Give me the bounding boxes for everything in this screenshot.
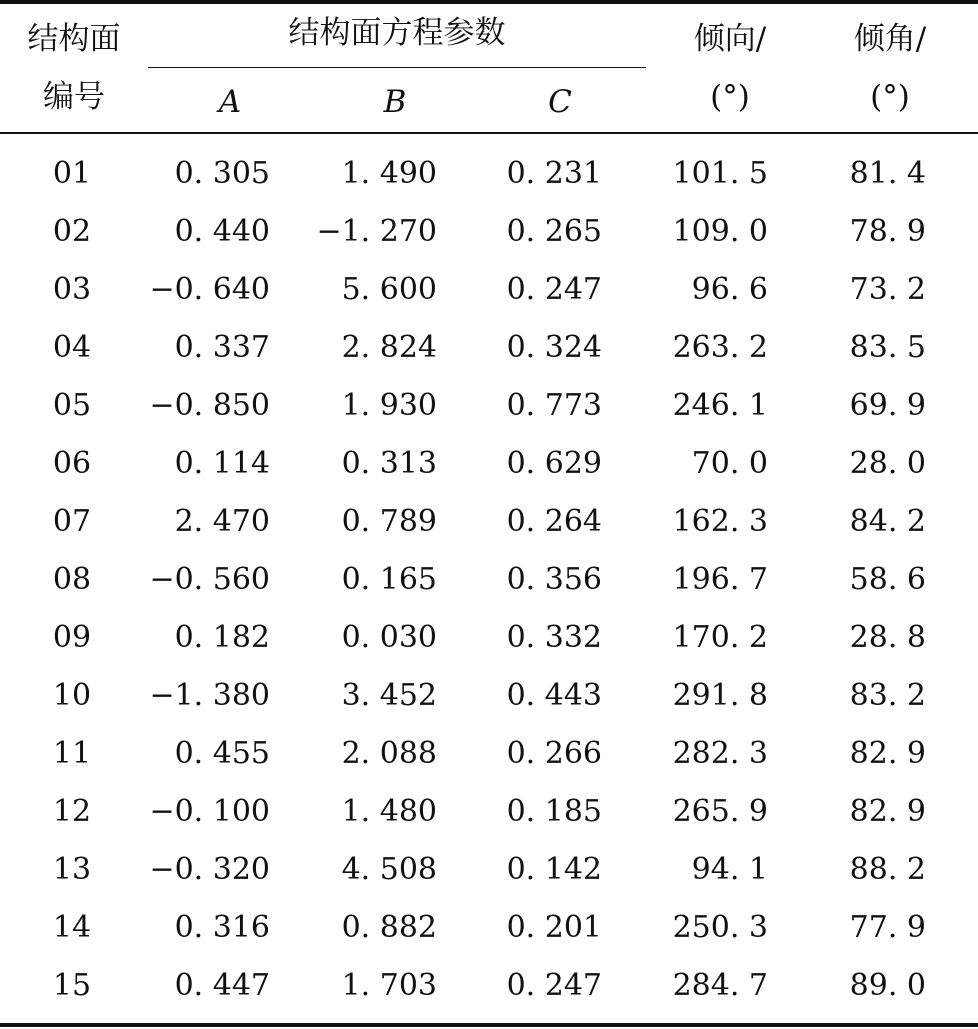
cell-dip-direction: 284. 7 (672, 968, 768, 1003)
cell-dip-direction: 263. 2 (672, 330, 768, 365)
cell-dip-angle: 88. 2 (849, 852, 926, 887)
header-params-label: 结构面方程参数 (288, 15, 506, 51)
cell-param-c: 0. 264 (506, 504, 602, 539)
cell-dip-direction: 282. 3 (672, 736, 768, 771)
cell-param-b: 4. 508 (341, 852, 437, 887)
table-row (0, 551, 978, 609)
table-row (0, 145, 978, 203)
header-id-line2: 编号 (43, 79, 105, 115)
cell-param-b: 0. 882 (341, 910, 437, 945)
cell-param-c: 0. 356 (506, 562, 602, 597)
cell-param-b: 0. 789 (341, 504, 437, 539)
header-b: B (383, 84, 407, 120)
cell-structure-id: 05 (52, 388, 92, 423)
cell-param-b: 3. 452 (341, 678, 437, 713)
table-row (0, 725, 978, 783)
cell-param-c: 0. 265 (506, 214, 602, 249)
cell-param-c: 0. 201 (506, 910, 602, 945)
cell-param-b: 2. 824 (341, 330, 437, 365)
cell-param-a: 2. 470 (174, 504, 270, 539)
cell-dip-angle: 73. 2 (849, 272, 926, 307)
table-row (0, 435, 978, 493)
cell-param-b: 1. 703 (341, 968, 437, 1003)
cell-dip-direction: 94. 1 (691, 852, 768, 887)
table-row (0, 957, 978, 1015)
cell-dip-direction: 250. 3 (672, 910, 768, 945)
cell-dip-angle: 77. 9 (849, 910, 926, 945)
cell-param-b: 5. 600 (341, 272, 437, 307)
cell-dip-angle: 69. 9 (849, 388, 926, 423)
cell-dip-angle: 83. 5 (849, 330, 926, 365)
cell-dip-angle: 83. 2 (849, 678, 926, 713)
table-row (0, 899, 978, 957)
cell-param-a: 0. 114 (174, 446, 270, 481)
table-top-rule (0, 0, 978, 4)
cell-dip-angle: 89. 0 (849, 968, 926, 1003)
cell-structure-id: 14 (52, 910, 92, 945)
cell-param-b: 2. 088 (341, 736, 437, 771)
cell-dip-angle: 84. 2 (849, 504, 926, 539)
cell-dip-direction: 196. 7 (672, 562, 768, 597)
cell-param-c: 0. 266 (506, 736, 602, 771)
cell-structure-id: 15 (52, 968, 92, 1003)
cell-param-a: 0. 337 (174, 330, 270, 365)
cell-dip-direction: 70. 0 (691, 446, 768, 481)
cell-dip-direction: 101. 5 (672, 156, 768, 191)
cell-dip-direction: 246. 1 (672, 388, 768, 423)
cell-param-b: 1. 490 (341, 156, 437, 191)
cell-structure-id: 01 (52, 156, 92, 191)
cell-param-a: 0. 455 (174, 736, 270, 771)
cell-dip-angle: 58. 6 (849, 562, 926, 597)
cell-param-a: −0. 640 (149, 272, 270, 307)
header-dip-angle-line1: 倾角/ (853, 21, 927, 57)
header-c: C (548, 84, 572, 120)
table-row (0, 841, 978, 899)
cell-param-c: 0. 629 (506, 446, 602, 481)
cell-param-c: 0. 185 (506, 794, 602, 829)
header-dip-direction-line2: (°) (710, 79, 750, 115)
cell-param-a: 0. 447 (174, 968, 270, 1003)
cell-dip-direction: 291. 8 (672, 678, 768, 713)
cell-param-a: −1. 380 (149, 678, 270, 713)
header-dip-angle-line2: (°) (870, 79, 910, 115)
cell-param-a: 0. 305 (174, 156, 270, 191)
header-dip-direction-line1: 倾向/ (693, 21, 767, 57)
cell-structure-id: 02 (52, 214, 92, 249)
cell-structure-id: 11 (52, 736, 92, 771)
cell-structure-id: 08 (52, 562, 92, 597)
cell-structure-id: 03 (52, 272, 92, 307)
cell-dip-direction: 265. 9 (672, 794, 768, 829)
cell-param-c: 0. 443 (506, 678, 602, 713)
cell-param-a: −0. 320 (149, 852, 270, 887)
cell-structure-id: 13 (52, 852, 92, 887)
cell-dip-angle: 81. 4 (849, 156, 926, 191)
cell-dip-direction: 170. 2 (672, 620, 768, 655)
table-row (0, 319, 978, 377)
cell-param-a: 0. 440 (174, 214, 270, 249)
cell-param-b: 0. 313 (341, 446, 437, 481)
cell-param-c: 0. 773 (506, 388, 602, 423)
header-params-underline (148, 67, 646, 68)
cell-param-a: −0. 850 (149, 388, 270, 423)
cell-dip-angle: 28. 0 (849, 446, 926, 481)
cell-param-a: −0. 100 (149, 794, 270, 829)
header-id-line1: 结构面 (27, 21, 121, 57)
cell-param-c: 0. 324 (506, 330, 602, 365)
table-row (0, 667, 978, 725)
table-bottom-rule (0, 1023, 978, 1027)
table-row (0, 609, 978, 667)
cell-param-b: −1. 270 (316, 214, 437, 249)
cell-dip-angle: 82. 9 (849, 736, 926, 771)
cell-structure-id: 07 (52, 504, 92, 539)
cell-param-c: 0. 247 (506, 272, 602, 307)
cell-dip-angle: 82. 9 (849, 794, 926, 829)
table-header-rule (0, 132, 978, 134)
cell-dip-direction: 96. 6 (691, 272, 768, 307)
cell-dip-angle: 78. 9 (849, 214, 926, 249)
cell-param-b: 0. 030 (341, 620, 437, 655)
cell-param-c: 0. 247 (506, 968, 602, 1003)
table-row (0, 377, 978, 435)
table-row (0, 493, 978, 551)
cell-param-b: 1. 930 (341, 388, 437, 423)
cell-param-c: 0. 142 (506, 852, 602, 887)
cell-dip-direction: 162. 3 (672, 504, 768, 539)
cell-param-b: 1. 480 (341, 794, 437, 829)
table-row (0, 203, 978, 261)
cell-structure-id: 04 (52, 330, 92, 365)
cell-dip-direction: 109. 0 (672, 214, 768, 249)
cell-structure-id: 06 (52, 446, 92, 481)
table-row (0, 783, 978, 841)
cell-structure-id: 09 (52, 620, 92, 655)
cell-param-c: 0. 231 (506, 156, 602, 191)
cell-param-a: −0. 560 (149, 562, 270, 597)
header-a: A (218, 84, 242, 120)
table-row (0, 261, 978, 319)
cell-param-a: 0. 316 (174, 910, 270, 945)
cell-dip-angle: 28. 8 (849, 620, 926, 655)
cell-structure-id: 10 (52, 678, 92, 713)
cell-param-b: 0. 165 (341, 562, 437, 597)
cell-param-a: 0. 182 (174, 620, 270, 655)
cell-structure-id: 12 (52, 794, 92, 829)
cell-param-c: 0. 332 (506, 620, 602, 655)
